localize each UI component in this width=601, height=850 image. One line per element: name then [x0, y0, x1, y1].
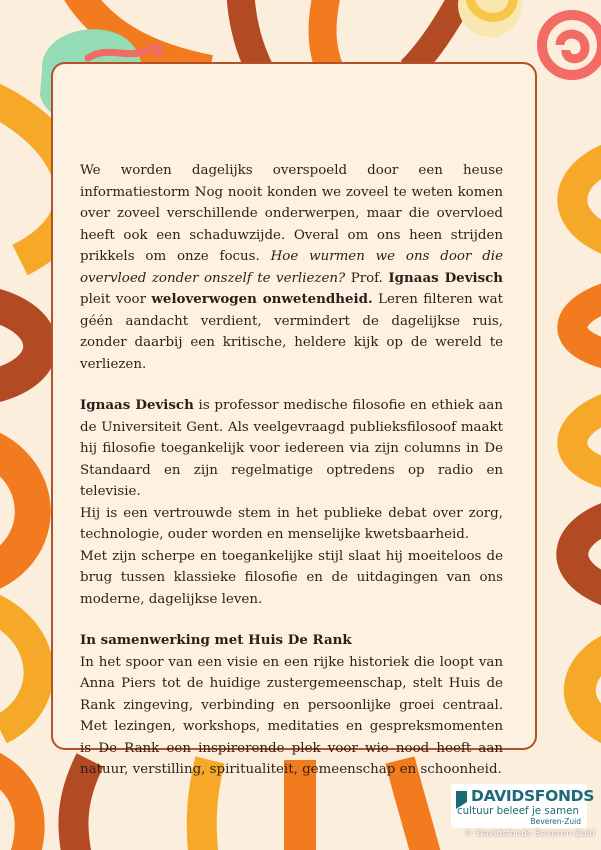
swirl-band-top-mid — [240, 0, 260, 70]
swirl-band-left-bottom — [0, 760, 30, 850]
swirl-band-right-5 — [580, 640, 601, 740]
copyright-notice: © Davidsfonds Beveren-Zuid — [464, 829, 595, 839]
swirl-band-left-amber — [0, 600, 39, 730]
key-concept: weloverwogen onwetendheid. — [151, 291, 373, 307]
swirl-band-left-orange — [0, 440, 33, 580]
article-body — [80, 160, 503, 781]
logo-tagline: cultuur beleef je samen — [457, 805, 579, 817]
swirl-band-right-4 — [572, 510, 601, 600]
bio-name: Ignaas Devisch — [80, 397, 194, 413]
logo-brand: DAVIDSFONDS — [471, 787, 595, 805]
coral-spiral-outer — [542, 15, 601, 75]
logo-region: Beveren-Zuid — [530, 817, 581, 826]
partner-heading: In samenwerking met Huis De Rank — [80, 632, 352, 648]
swirl-band-top-right — [323, 0, 331, 70]
key-question: Hoe wurmen we ons door die overvloed zonder onszelf te verliezen? — [80, 249, 503, 286]
swirl-band-right-2 — [572, 290, 601, 360]
bio-paragraph-3: Met zijn scherpe en toegankelijke stijl slaat hij moeiteloos de brug tussen klassieke filosofie en de uitdagingen van ons moderne, dagelijkse leven. — [80, 548, 503, 607]
swirl-band-right-1 — [572, 150, 601, 250]
speaker-name: Ignaas Devisch — [388, 269, 503, 286]
bio-paragraph-2: Hij is een vertrouwde stem in het publieke debat over zorg, technologie, ouder worden en menselijke kwetsbaarheid. — [80, 505, 503, 542]
bio-paragraph: Ignaas Devisch is professor medische filosofie en ethiek aan de Universiteit Gent. Als veelgevraagd publieksfilosoof maakt hij filosofie toegankelijk voor iedereen via zijn columns in De Standaard en zijn regelmatige optredens op radio en televisie. — [80, 397, 503, 499]
davidsfonds-logo — [451, 784, 595, 828]
swirl-band-right-3 — [572, 400, 601, 480]
coral-spiral-inner — [560, 34, 585, 59]
partner-paragraph: In het spoor van een visie en een rijke historiek die loopt van Anna Piers tot de huidige zustergemeenschap, stelt Huis de Rank zingeving, verbinding en persoonlijke groei centraal. Met lezingen, workshops, meditaties en gespreksmomenten is De Rank een inspirerende plek voor wie nood heeft aan natuur, verstilling, spiritualiteit, gemeenschap en schoonheid. — [80, 654, 503, 777]
intro-paragraph: We worden dagelijks overspoeld door een heuse informatiestorm Nog nooit konden we zoveel te weten komen over zoveel verschillende onderwerpen, maar die overvloed heeft ook een schaduwzijde. Overal om ons heen strijden prikkels om onze focus. Hoe wurmen we ons door die overvloed zonder onszelf te verliezen? Prof. Ignaas Devisch pleit voor weloverwogen onwetendheid. Leren filteren wat géén aandacht verdient, vermindert de dagelijkse ruis, zonder daarbij een kritische, heldere kijk op de wereld te verliezen. — [80, 163, 504, 372]
swirl-band-left-rust — [0, 300, 40, 390]
